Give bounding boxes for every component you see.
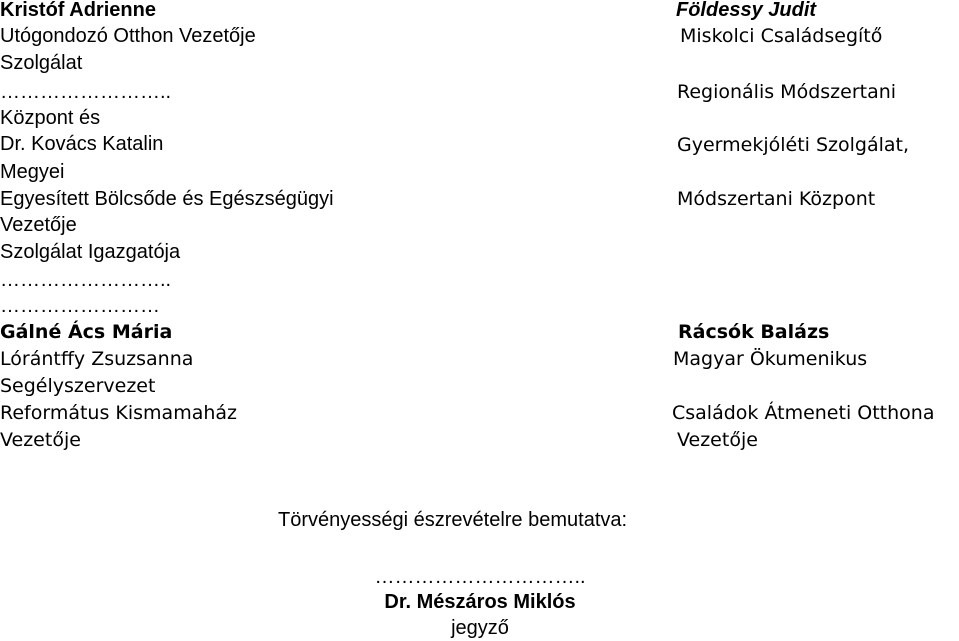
left-top-line-5: Egyesített Bölcsőde és Egészségügyi xyxy=(0,188,334,210)
signature-dots-1: …………………….. xyxy=(0,81,172,103)
right-top-line-1: Miskolci Családsegítő xyxy=(680,25,883,47)
signatory-name-kristof-adrienne: Kristóf Adrienne xyxy=(0,0,156,21)
signatory-name-foldessy-judit: Földessy Judit xyxy=(676,0,817,21)
right-bottom-line-2: Családok Átmeneti Otthona xyxy=(672,402,935,424)
right-top-line-3: Gyermekjóléti Szolgálat, xyxy=(677,134,910,156)
left-top-line-4: Megyei xyxy=(0,161,65,183)
signatory-name-racsok-balazs: Rácsók Balázs xyxy=(678,321,830,343)
signatory-name-galne-acs-maria: Gálné Ács Mária xyxy=(0,321,173,343)
left-bottom-line-1: Lórántffy Zsuzsanna xyxy=(0,348,194,370)
left-top-line-3: Központ és xyxy=(0,107,101,129)
left-bottom-line-2: Segélyszervezet xyxy=(0,375,156,397)
notary-name: Dr. Mészáros Miklós xyxy=(384,591,576,613)
signature-dots-2: …………………….. xyxy=(0,269,172,291)
right-bottom-line-3: Vezetője xyxy=(677,429,758,451)
left-bottom-line-4: Vezetője xyxy=(0,429,81,451)
left-top-line-1: Utógondozó Otthon Vezetője xyxy=(0,25,256,47)
left-bottom-line-3: Református Kismamaház xyxy=(0,402,238,424)
left-top-line-6: Vezetője xyxy=(0,214,77,236)
left-top-line-7: Szolgálat Igazgatója xyxy=(0,241,181,263)
left-top-line-2: Szolgálat xyxy=(0,52,83,74)
notary-title: jegyző xyxy=(451,617,509,639)
right-bottom-line-1: Magyar Ökumenikus xyxy=(673,348,868,370)
right-top-line-2: Regionális Módszertani xyxy=(677,81,897,103)
right-top-line-4: Módszertani Központ xyxy=(677,188,876,210)
signatory-name-kovacs-katalin: Dr. Kovács Katalin xyxy=(0,133,164,155)
signature-dots-3: …………………… xyxy=(0,295,160,317)
legality-note: Törvényességi észrevételre bemutatva: xyxy=(278,509,628,531)
signature-dots-notary: ………………………….. xyxy=(374,566,586,588)
